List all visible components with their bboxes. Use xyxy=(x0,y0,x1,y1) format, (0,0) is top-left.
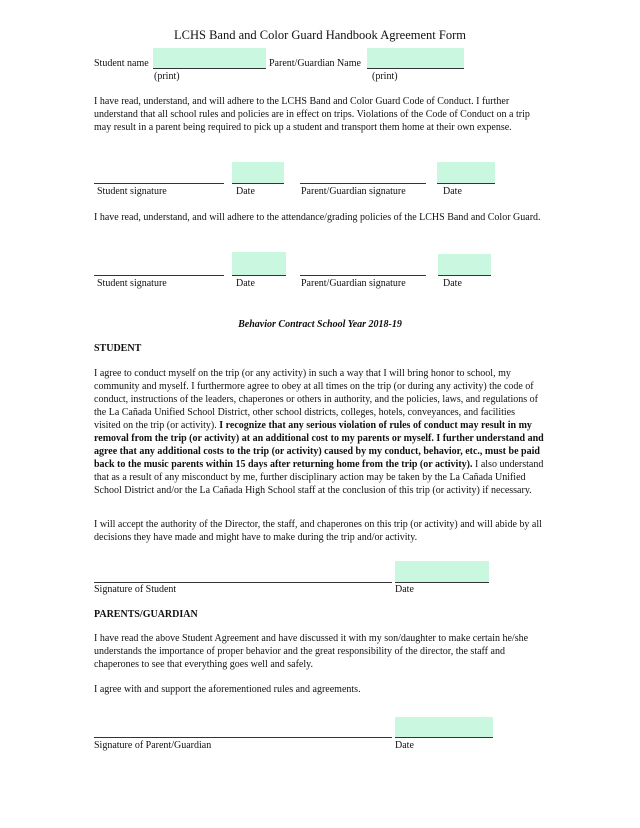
parents-paragraph-2: I agree with and support the aforementioned rules and agreements. xyxy=(94,684,361,695)
parent-name-label: Parent/Guardian Name xyxy=(269,58,361,69)
parent-name-field[interactable] xyxy=(367,48,464,69)
date-label-1a: Date xyxy=(236,186,255,197)
date-label-2b: Date xyxy=(443,278,462,289)
parent-signature-line-1[interactable] xyxy=(300,166,426,184)
student-date-field-1[interactable] xyxy=(232,162,284,184)
signature-of-parent-label: Signature of Parent/Guardian xyxy=(94,740,212,751)
student-signature-line-2[interactable] xyxy=(94,258,224,276)
parent-signature-line-3[interactable] xyxy=(94,721,392,738)
student-print-note: (print) xyxy=(154,71,180,82)
parent-date-field-1[interactable] xyxy=(437,162,495,184)
student-name-label: Student name xyxy=(94,58,149,69)
conduct-paragraph: I have read, understand, and will adhere to the LCHS Band and Color Guard Code of Conduct. I further understand that all school rules and policies are in effect on trips. Violations of the Code of Conduct on a trip may result in a parent being required to pick up a student and transport them home at their own expense. xyxy=(94,96,530,133)
contract-paragraph-1-bold: I recognize that any serious violation of rules of conduct may result in my removal from the trip (or activity) at an additional cost to my parents or myself. I further understand and agree that any additional costs to the trip (or activity) caused by my conduct, behavior, etc., must be paid back to the music parents within 15 days after returning home from the trip (or activity). xyxy=(94,420,544,470)
student-signature-line-1[interactable] xyxy=(94,166,224,184)
contract-paragraph-1-start: I agree to conduct myself on the trip (or any activity) in such a way that I will bring honor to school, my community and myself. I furthermore agree to obey at all times on the trip (or during any activity) the code of conduct, instructions of the leaders, chaperones or others in authority, and the policies, laws, and regulations of the La Cañada Unified School District, other school districts, colleges, hotels, conveyances, and facilities visited on the trip (or activity). xyxy=(94,368,538,431)
contract-paragraph-1 xyxy=(94,367,544,497)
parent-signature-line-2[interactable] xyxy=(300,258,426,276)
parents-paragraph-1: I have read the above Student Agreement and have discussed it with my son/daughter to make certain he/she understands the importance of proper behavior and the great responsibility of the director, the staff and chaperones to see that everything goes well and safely. xyxy=(94,633,529,670)
parent-signature-label-2: Parent/Guardian signature xyxy=(301,278,406,289)
parent-date-field-3[interactable] xyxy=(395,717,493,738)
student-date-field-2[interactable] xyxy=(232,252,286,276)
student-signature-label-2: Student signature xyxy=(97,278,167,289)
date-label-1b: Date xyxy=(443,186,462,197)
signature-of-student-label: Signature of Student xyxy=(94,584,177,595)
date-label-2a: Date xyxy=(236,278,255,289)
student-date-field-3[interactable] xyxy=(395,561,489,583)
student-heading: STUDENT xyxy=(94,343,142,354)
contract-paragraph-1-end: I also understand that as a result of any misconduct by me, further disciplinary action may be taken by the La Cañada Unified School District and/or the La Cañada High School staff at the conclusion of this trip (or activity) if necessary. xyxy=(94,459,544,496)
contract-title: Behavior Contract School Year 2018-19 xyxy=(238,319,402,330)
form-title: LCHS Band and Color Guard Handbook Agreement Form xyxy=(174,28,466,42)
date-label-3: Date xyxy=(395,584,414,595)
attendance-paragraph: I have read, understand, and will adhere to the attendance/grading policies of the LCHS Band and Color Guard. xyxy=(94,212,541,223)
student-name-field[interactable] xyxy=(153,48,266,69)
date-label-4: Date xyxy=(395,740,414,751)
student-signature-line-3[interactable] xyxy=(94,566,392,583)
parent-print-note: (print) xyxy=(372,71,398,82)
parents-heading: PARENTS/GUARDIAN xyxy=(94,609,198,620)
parent-signature-label-1: Parent/Guardian signature xyxy=(301,186,406,197)
parent-date-field-2[interactable] xyxy=(438,254,491,276)
student-signature-label-1: Student signature xyxy=(97,186,167,197)
contract-paragraph-2: I will accept the authority of the Director, the staff, and chaperones on this trip (or activity) and will abide by all decisions they have made and might have to make during the trip and/or activity. xyxy=(94,519,542,543)
